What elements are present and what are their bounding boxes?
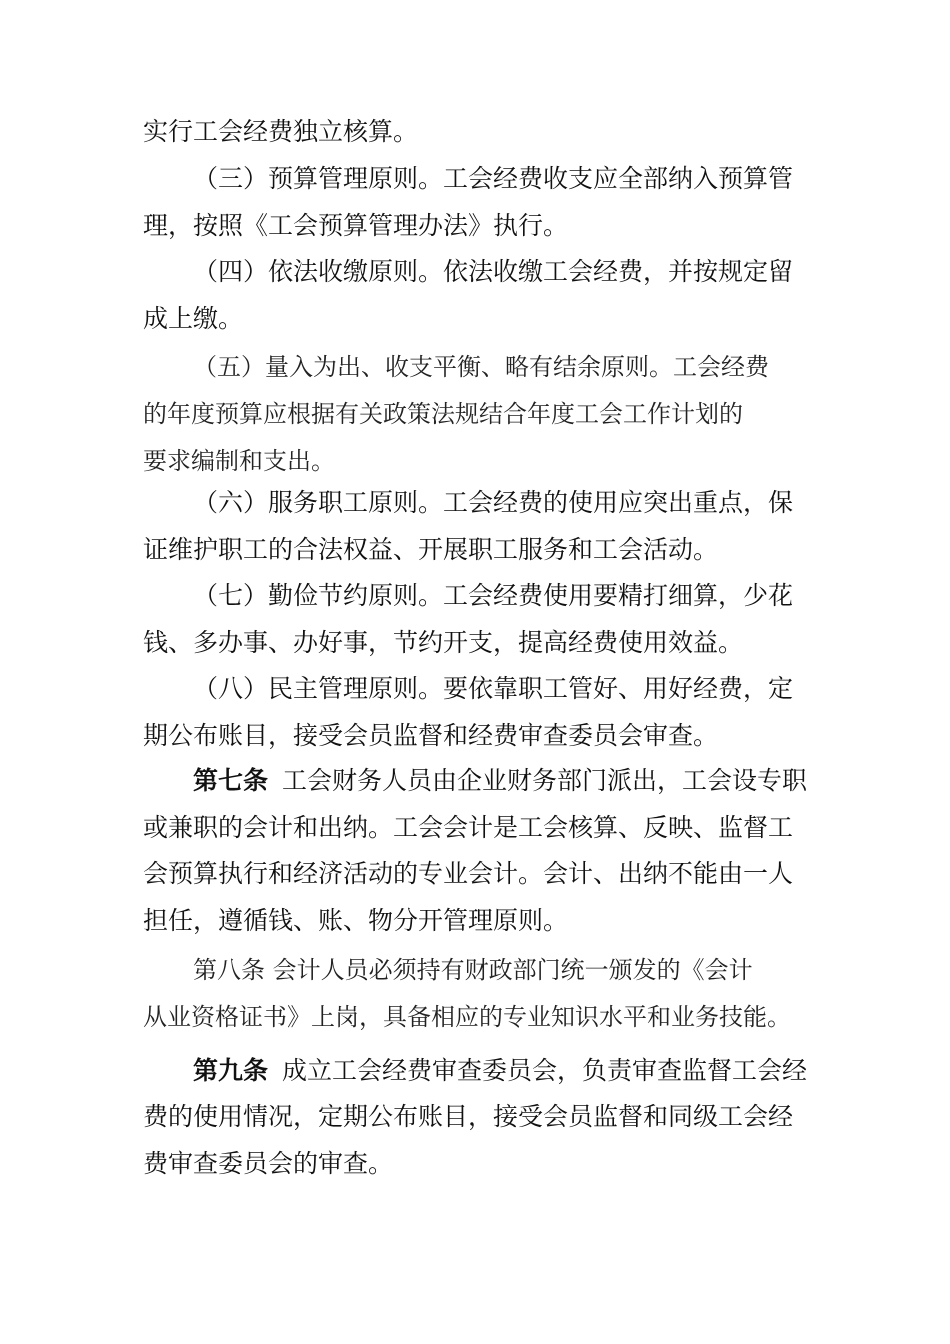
text-line: 实行工会经费独立核算。	[143, 117, 419, 146]
text-line: 费审查委员会的审查。	[143, 1149, 394, 1178]
text-line: 费的使用情况，定期公布账目，接受会员监督和同级工会经	[143, 1102, 794, 1131]
text-line: （八）民主管理原则。要依靠职工管好、用好经费，定	[193, 674, 794, 703]
text-line: 从业资格证书》上岗，具备相应的专业知识水平和业务技能。	[143, 1003, 791, 1031]
text-line: （五）量入为出、收支平衡、略有结余原则。工会经费	[193, 353, 769, 381]
text-line: 担任，遵循钱、账、物分开管理原则。	[143, 906, 569, 935]
article-9-first-line	[193, 1058, 807, 1083]
text-line: 钱、多办事、办好事，节约开支，提高经费使用效益。	[143, 628, 744, 657]
text-line: 要求编制和支出。	[143, 447, 335, 475]
text-segment: 成立工会经费审查委员会，负责审查监督工会经	[282, 1056, 808, 1085]
text-line: 理，按照《工会预算管理办法》执行。	[143, 211, 569, 240]
text-line: （七）勤俭节约原则。工会经费使用要精打细算，少花	[193, 581, 794, 610]
text-line: 的年度预算应根据有关政策法规结合年度工会工作计划的	[143, 400, 743, 428]
text-line: （六）服务职工原则。工会经费的使用应突出重点，保	[193, 488, 794, 517]
text-line: 会预算执行和经济活动的专业会计。会计、出纳不能由一人	[143, 859, 794, 888]
text-line: （三）预算管理原则。工会经费收支应全部纳入预算管	[193, 164, 794, 193]
article-9-heading: 第九条	[193, 1056, 269, 1085]
text-line: （四）依法收缴原则。依法收缴工会经费，并按规定留	[193, 257, 794, 286]
article-7-heading: 第七条	[193, 766, 269, 795]
text-line: 期公布账目，接受会员监督和经费审查委员会审查。	[143, 721, 719, 750]
article-7-first-line	[193, 768, 807, 793]
text-line: 第八条 会计人员必须持有财政部门统一颁发的《会计	[193, 956, 753, 984]
text-line: 成上缴。	[143, 304, 244, 333]
text-segment: 工会财务人员由企业财务部门派出，工会设专职	[282, 766, 808, 795]
text-line: 或兼职的会计和出纳。工会会计是工会核算、反映、监督工	[143, 813, 794, 842]
text-line: 证维护职工的合法权益、开展职工服务和工会活动。	[143, 535, 719, 564]
